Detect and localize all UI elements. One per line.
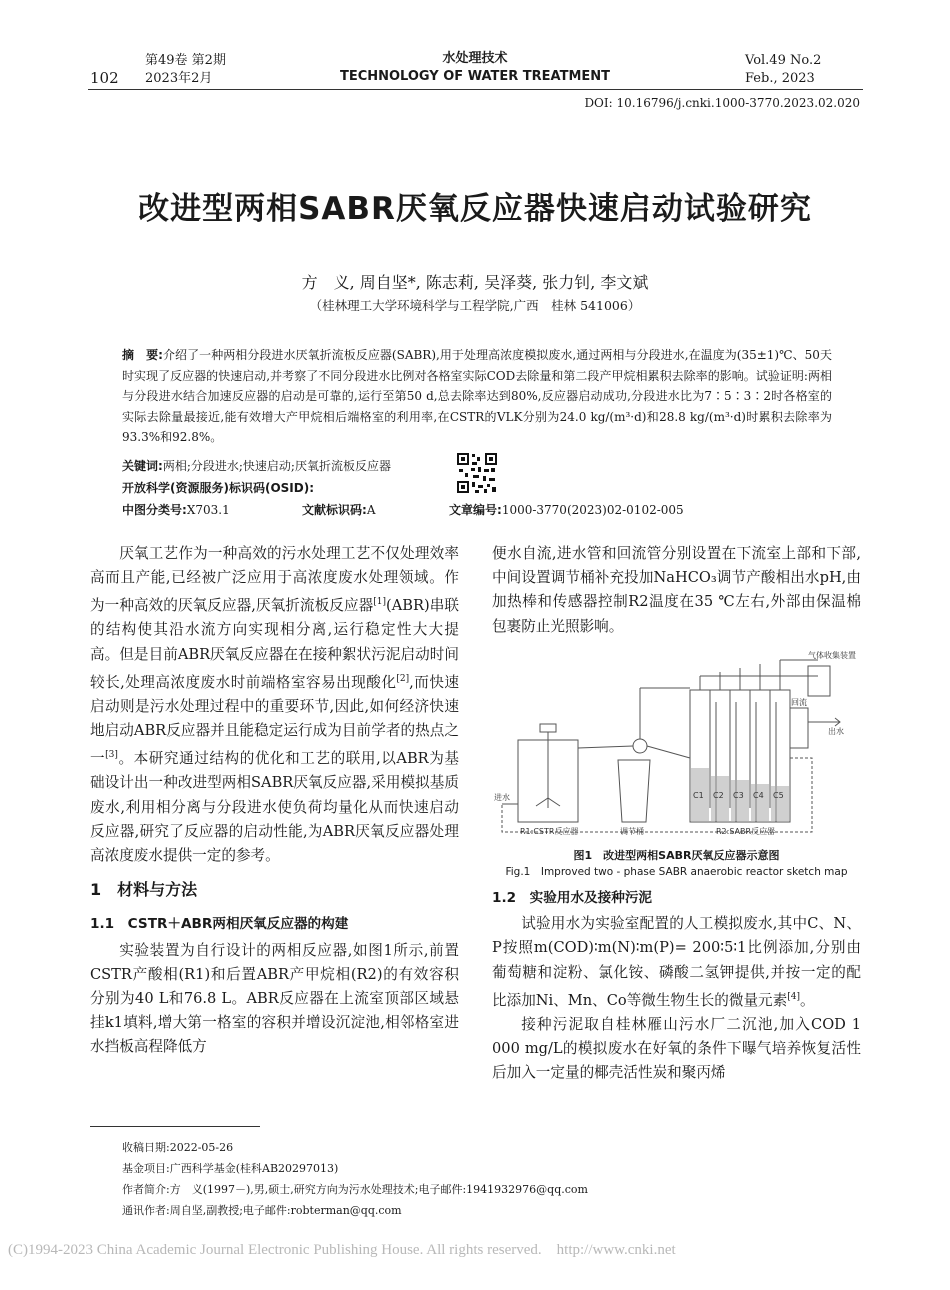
- footnote-corresponding: 通讯作者:周自坚,副教授;电子邮件:robterman@qq.com: [122, 1204, 402, 1217]
- label-c5: C5: [773, 791, 784, 800]
- qr-code[interactable]: [456, 452, 498, 494]
- label-return: 回流: [791, 698, 807, 707]
- label-gas: 气体收集装置: [808, 651, 856, 660]
- doi[interactable]: DOI: 10.16796/j.cnki.1000-3770.2023.02.020: [584, 96, 860, 110]
- abstract-label: 摘 要:: [122, 348, 163, 362]
- right-column-bottom: [492, 884, 861, 1085]
- page-number: 102: [90, 69, 119, 87]
- osid: 开放科学(资源服务)标识码(OSID):: [122, 481, 315, 495]
- label-tank: 调节桶: [620, 827, 644, 836]
- label-r1: R1:CSTR反应器: [520, 827, 579, 836]
- adjust-tank: [618, 760, 650, 822]
- date-en: Feb., 2023: [745, 71, 815, 86]
- gas-collector: [808, 666, 830, 696]
- cnki-watermark: (C)1994-2023 China Academic Journal Electronic Publishing House. All rights reserved. http://www.cnki.net: [8, 1242, 676, 1258]
- keywords: [122, 457, 391, 474]
- keywords-label: 关键词:: [122, 459, 163, 473]
- abstract-text: 介绍了一种两相分段进水厌氧折流板反应器(SABR),用于处理高浓度模拟废水,通过两相与分段进水,在温度为(35±1)℃、50天时实现了反应器的快速启动,并考察了不同分段进水比例对各格室实际COD去除量和第二段产甲烷相累积去除率的影响。试验证明:两相与分段进水结合加速反应器的启动是可靠的,运行至第50 d,总去除率达到80%,反应器启动成功,分段进水比为7∶5∶3∶2时各格室的实际去除量最接近,能有效增大产甲烷相后端格室的利用率,在CSTR的VLK分别为24.0 kg/(m³·d)和28.8 kg/(m³·d)时累积去除率为93.3%和92.8%。: [122, 348, 832, 444]
- section-1-2-paragraph-b: 接种污泥取自桂林雁山污水厂二沉池,加入COD 1 000 mg/L的模拟废水在好氧的条件下曝气培养恢复活性后加入一定量的椰壳活性炭和聚丙烯: [492, 1015, 861, 1082]
- section-1-2-paragraph-a: 试验用水为实验室配置的人工模拟废水,其中C、N、P按照m(COD)∶m(N)∶m(P)= 200∶5∶1比例添加,分别由葡萄糖和淀粉、氯化铵、磷酸二氢钾提供,并按一定的配比添加Ni、Mn、Co等微生物生长的微量元素[4]。: [492, 915, 861, 1009]
- pump: [633, 739, 647, 753]
- affiliation: （桂林理工大学环境科学与工程学院,广西 桂林 541006）: [309, 298, 641, 313]
- date-cn: 2023年2月: [145, 71, 213, 86]
- figure-1-caption-cn: 图1 改进型两相SABR厌氧反应器示意图: [573, 849, 780, 862]
- left-column: [90, 542, 459, 1060]
- settling-tank: [790, 708, 808, 748]
- authors: 方 义, 周自坚*, 陈志莉, 吴泽葵, 张力钊, 李文斌: [301, 273, 649, 292]
- classification-line: 中图分类号:X703.1 文献标识码:A 文章编号:1000-3770(2023)02-0102-005: [122, 503, 684, 517]
- label-c3: C3: [733, 791, 744, 800]
- footnote-fund: 基金项目:广西科学基金(桂科AB20297013): [122, 1162, 339, 1175]
- label-c2: C2: [713, 791, 724, 800]
- section-1-1-heading: 1.1 CSTR＋ABR两相厌氧反应器的构建: [90, 916, 349, 933]
- label-c4: C4: [753, 791, 764, 800]
- header-rule: [88, 89, 863, 90]
- footnote-rule: [90, 1126, 260, 1127]
- footnote-author-bio: 作者简介:方 义(1997－),男,硕士,研究方向为污水处理技术;电子邮件:1941932976@qq.com: [122, 1183, 588, 1196]
- journal-cn: 水处理技术: [442, 51, 508, 66]
- label-inlet: 进水: [494, 793, 510, 802]
- keywords-text: 两相;分段进水;快速启动;厌氧折流板反应器: [162, 459, 391, 473]
- intro-paragraph: 厌氧工艺作为一种高效的污水处理工艺不仅处理效率高而且产能,已经被广泛应用于高浓度废水处理领域。作为一种高效的厌氧反应器,厌氧折流板反应器[1](ABR)串联的结构使其沿水流方向实现相分离,运行稳定性大大提高。但是目前ABR厌氧反应器在在接种絮状污泥启动时间较长,处理高浓度废水时前端格室容易出现酸化[2],而快速启动则是污水处理过程中的重要环节,因此,如何经济快速地启动ABR反应器并且能稳定运行成为目前学者的热点之一[3]。本研究通过结构的优化和工艺的联用,以ABR为基础设计出一种改进型两相SABR厌氧反应器,采用模拟基质废水,利用相分离与分段进水使负荷均量化从而快速启动反应器,研究了反应器的启动性能,为ABR厌氧反应器处理高浓度废水提供一定的参考。: [90, 545, 459, 865]
- article-title: 改进型两相SABR厌氧反应器快速启动试验研究: [138, 191, 812, 227]
- right-column-top: [492, 542, 861, 639]
- journal-en: TECHNOLOGY OF WATER TREATMENT: [339, 69, 611, 84]
- volume-issue: 第49卷 第2期: [145, 53, 226, 68]
- footnote-received: 收稿日期:2022-05-26: [122, 1141, 234, 1154]
- section-1-heading: 1 材料与方法: [90, 880, 198, 900]
- right-continued-paragraph: 便水自流,进水管和回流管分别设置在下流室上部和下部,中间设置调节桶补充投加NaHCO₃调节产酸相出水pH,由加热棒和传感器控制R2温度在35 ℃左右,外部由保温棉包裹防止光照影响。: [492, 545, 861, 635]
- label-c1: C1: [693, 791, 704, 800]
- figure-1-caption-en: Fig.1 Improved two - phase SABR anaerobic reactor sketch map: [505, 866, 848, 878]
- abstract: [122, 345, 832, 448]
- section-1-2-heading: 1.2 实验用水及接种污泥: [492, 890, 653, 906]
- volume-en: Vol.49 No.2: [745, 53, 822, 68]
- label-r2: R2:SABR反应器: [716, 827, 776, 836]
- label-outlet: 出水: [828, 727, 844, 736]
- section-1-1-paragraph: 实验装置为自行设计的两相反应器,如图1所示,前置CSTR产酸相(R1)和后置ABR产甲烷相(R2)的有效容积分别为40 L和76.8 L。ABR反应器在上流室顶部区域悬挂k1填料,增大第一格室的容积并增设沉淀池,相邻格室进水挡板高程降低方: [90, 941, 459, 1056]
- figure-1-diagram: [490, 648, 862, 840]
